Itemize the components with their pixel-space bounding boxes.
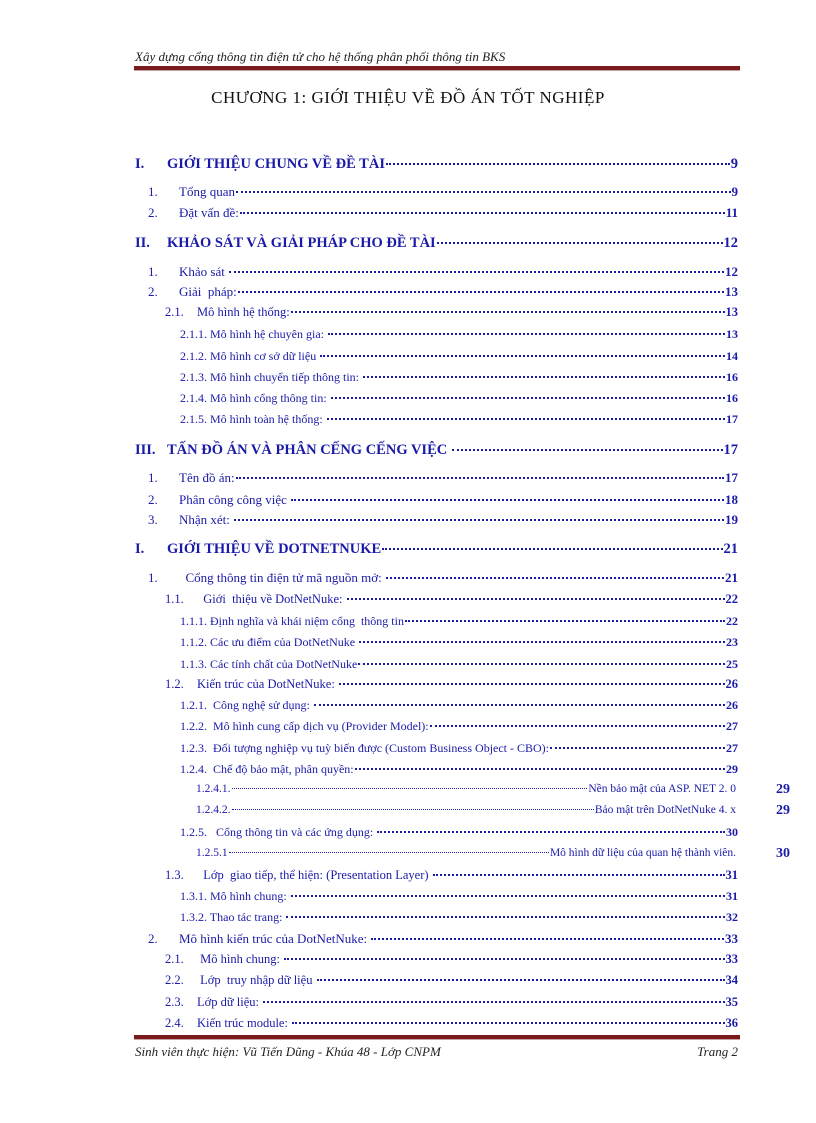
toc-page-number: 29	[776, 803, 790, 818]
dot-leader	[286, 916, 725, 918]
toc-label: Cổng thông tin điện tử mã nguồn mở:	[179, 570, 386, 585]
dot-leader	[433, 874, 725, 876]
toc-number: 2.	[148, 205, 158, 220]
dot-leader	[291, 895, 725, 897]
toc-entry[interactable]	[165, 973, 738, 988]
toc-page-number: 13	[725, 305, 738, 319]
toc-number: II.	[135, 235, 150, 251]
toc-label: Nhận xét:	[179, 512, 234, 527]
toc-page-number: 13	[726, 327, 738, 341]
toc-entry[interactable]	[180, 370, 738, 385]
dot-leader	[232, 788, 588, 789]
dot-leader	[382, 548, 722, 550]
toc-entry[interactable]	[165, 952, 738, 967]
toc-entry[interactable]	[180, 412, 738, 427]
toc-label: Tổng quan	[179, 184, 235, 199]
toc-entry[interactable]	[180, 635, 738, 650]
toc-page-number: 27	[726, 741, 738, 755]
toc-number: 1.2.5.1	[196, 847, 228, 859]
toc-number: 1.3.	[165, 868, 184, 882]
toc-label: Mô hình dữ liệu của quan hệ thành viên.	[549, 847, 736, 859]
toc-entry[interactable]	[148, 184, 738, 200]
toc-entry[interactable]	[180, 327, 738, 342]
toc-page-number: 16	[726, 370, 738, 384]
toc-label: Khảo sát	[179, 264, 229, 279]
toc-entry[interactable]	[196, 847, 736, 859]
toc-number: I.	[135, 541, 145, 557]
toc-page-number: 34	[725, 973, 738, 987]
dot-leader	[358, 663, 725, 665]
toc-number: 2.	[148, 492, 158, 507]
toc-entry[interactable]	[180, 719, 738, 734]
toc-number: III.	[135, 442, 156, 458]
toc-page-number: 11	[725, 205, 738, 220]
dot-leader	[240, 212, 725, 214]
toc-number: 1.1.	[165, 592, 184, 606]
dot-leader	[359, 641, 725, 643]
toc-label: Mô hình hệ thống:	[197, 305, 290, 319]
dot-leader	[291, 499, 724, 501]
toc-label: KHẢO SÁT VÀ GIẢI PHÁP CHO ĐỀ TÀI	[167, 235, 436, 251]
toc-entry[interactable]	[165, 592, 738, 607]
toc-entry[interactable]	[180, 910, 738, 925]
toc-page-number: 33	[725, 931, 738, 946]
toc-label: 1.1.3. Các tính chất của DotNetNuke	[180, 657, 358, 671]
toc-page-number: 21	[723, 541, 738, 557]
dot-leader	[234, 519, 724, 521]
dot-leader	[386, 577, 724, 579]
toc-label: 1.1.2. Các ưu điểm của DotNetNuke	[180, 635, 359, 649]
toc-number: 1.	[148, 264, 158, 279]
toc-page-number: 12	[723, 235, 738, 251]
footer-author: Sinh viên thực hiện: Vũ Tiến Dũng - Khúa 48 - Lớp CNPM	[135, 1044, 441, 1059]
toc-page-number: 13	[725, 284, 738, 299]
toc-entry[interactable]	[135, 156, 738, 173]
toc-label: Lớp giao tiếp, thể hiện: (Presentation Layer)	[197, 868, 432, 882]
toc-entry[interactable]	[135, 235, 738, 252]
toc-page-number: 19	[725, 512, 738, 527]
toc-entry[interactable]	[148, 284, 738, 300]
dot-leader	[355, 768, 725, 770]
toc-label: Mô hình chung:	[197, 952, 284, 966]
toc-number: 2.3.	[165, 995, 184, 1009]
toc-label: 1.2.5. Cổng thông tin và các ứng dụng:	[180, 825, 377, 839]
toc-label: GIỚI THIỆU VỀ DOTNETNUKE	[167, 541, 382, 557]
dot-leader	[232, 809, 594, 810]
toc-label: Tên đồ án:	[179, 470, 235, 485]
toc-label: GIỚI THIỆU CHUNG VỀ ĐỀ TÀI	[167, 156, 385, 172]
toc-label: Lớp truy nhập dữ liệu	[197, 973, 316, 987]
dot-leader	[377, 831, 725, 833]
toc-page-number: 17	[726, 412, 738, 426]
toc-number: 3.	[148, 512, 158, 527]
toc-entry[interactable]	[196, 804, 736, 816]
toc-entry[interactable]	[180, 698, 738, 713]
toc-label: Phân công công việc	[179, 492, 291, 507]
toc-entry[interactable]	[148, 492, 738, 508]
toc-label: Lớp dữ liệu:	[197, 995, 263, 1009]
toc-page-number: 17	[723, 442, 738, 458]
toc-page-number: 30	[776, 846, 790, 861]
toc-entry[interactable]	[135, 442, 738, 459]
toc-page-number: 29	[776, 782, 790, 797]
dot-leader	[328, 333, 725, 335]
toc-entry[interactable]	[148, 264, 738, 280]
toc-label: 2.1.5. Mô hình toàn hệ thống:	[180, 412, 326, 426]
toc-page-number: 9	[730, 156, 738, 172]
dot-leader	[550, 747, 725, 749]
toc-page-number: 21	[725, 570, 738, 585]
dot-leader	[386, 163, 730, 165]
toc-label: Mô hình kiến trúc của DotNetNuke:	[179, 931, 371, 946]
dot-leader	[331, 397, 725, 399]
toc-entry[interactable]	[180, 762, 738, 777]
toc-page-number: 31	[726, 889, 738, 903]
dot-leader	[430, 725, 725, 727]
toc-page-number: 22	[726, 614, 738, 628]
toc-page-number: 33	[725, 952, 738, 966]
dot-leader	[238, 291, 724, 293]
toc-entry[interactable]	[180, 657, 738, 672]
toc-page-number: 36	[725, 1016, 738, 1030]
dot-leader	[284, 958, 724, 960]
toc-page-number: 32	[726, 910, 738, 924]
toc-number: 2.	[148, 284, 158, 299]
toc-label: 2.1.4. Mô hình cổng thông tin:	[180, 391, 330, 405]
toc-page-number: 17	[725, 470, 738, 485]
toc-page-number: 22	[725, 592, 738, 606]
dot-leader	[229, 271, 724, 273]
toc-label: 1.3.2. Thao tác trang:	[180, 910, 286, 924]
toc-number: 1.	[148, 570, 158, 585]
toc-number: 2.	[148, 931, 158, 946]
toc-number: 1.	[148, 184, 158, 199]
toc-number: 2.4.	[165, 1016, 184, 1030]
toc-entry[interactable]	[180, 741, 738, 756]
footer-page-number: Trang 2	[697, 1044, 738, 1059]
dot-leader	[291, 311, 725, 313]
toc-page-number: 12	[725, 264, 738, 279]
toc-number: 2.2.	[165, 973, 184, 987]
dot-leader	[452, 449, 723, 451]
toc-number: I.	[135, 156, 145, 172]
toc-label: 1.1.1. Định nghĩa và khái niệm cổng thông tin	[180, 614, 404, 628]
toc-entry[interactable]	[148, 470, 738, 486]
toc-label: 1.2.4. Chế độ bảo mật, phân quyền:	[180, 762, 354, 776]
toc-entry[interactable]	[180, 391, 738, 406]
dot-leader	[317, 979, 725, 981]
toc-page-number: 29	[726, 762, 738, 776]
toc-page-number: 23	[726, 635, 738, 649]
dot-leader	[327, 418, 725, 420]
toc-page-number: 25	[726, 657, 738, 671]
toc-label: TẤN ĐỒ ÁN VÀ PHÂN CẾNG CẾNG VIỆC	[167, 442, 451, 458]
toc-page-number: 31	[725, 868, 738, 882]
toc-label: Nền bảo mật của ASP. NET 2. 0	[588, 783, 736, 795]
dot-leader	[263, 1001, 724, 1003]
toc-number: 1.2.4.2.	[196, 804, 231, 816]
dot-leader	[437, 242, 723, 244]
header-rule	[134, 66, 740, 71]
toc-number: 1.	[148, 470, 158, 485]
chapter-title: CHƯƠNG 1: GIỚI THIỆU VỀ ĐỒ ÁN TỐT NGHIỆP	[211, 88, 605, 107]
toc-entry[interactable]	[165, 305, 738, 320]
toc-label: Kiến trúc của DotNetNuke:	[197, 677, 338, 691]
dot-leader	[405, 620, 725, 622]
toc-label: 1.2.1. Công nghệ sử dụng:	[180, 698, 313, 712]
dot-leader	[292, 1022, 724, 1024]
dot-leader	[320, 355, 725, 357]
running-header: Xây dựng cổng thông tin điện tử cho hệ thống phân phối thông tin BKS	[135, 49, 506, 64]
toc-entry[interactable]	[180, 614, 738, 629]
toc-label: Kiến trúc module:	[197, 1016, 292, 1030]
dot-leader	[363, 376, 725, 378]
dot-leader	[229, 852, 549, 853]
footer-rule	[134, 1035, 740, 1040]
toc-entry[interactable]	[165, 868, 738, 883]
toc-entry[interactable]	[148, 931, 738, 947]
dot-leader	[314, 704, 725, 706]
toc-number: 1.2.4.1.	[196, 783, 231, 795]
toc-label: 2.1.2. Mô hình cơ sở dữ liệu	[180, 349, 320, 363]
toc-page-number: 26	[726, 698, 738, 712]
toc-label: Đặt vấn đề:	[179, 205, 239, 220]
toc-page-number: 26	[725, 677, 738, 691]
toc-entry[interactable]	[148, 512, 738, 528]
toc-page-number: 35	[725, 995, 738, 1009]
toc-entry[interactable]	[135, 541, 738, 558]
toc-entry[interactable]	[148, 570, 738, 586]
toc-entry[interactable]	[148, 205, 738, 221]
toc-page-number: 18	[725, 492, 738, 507]
dot-leader	[339, 683, 725, 685]
toc-number: 2.1.	[165, 952, 184, 966]
toc-label: Giải pháp:	[179, 284, 237, 299]
toc-entry[interactable]	[196, 783, 736, 795]
toc-entry[interactable]	[180, 349, 738, 364]
toc-label: 2.1.3. Mô hình chuyển tiếp thông tin:	[180, 370, 362, 384]
toc-entry[interactable]	[180, 825, 738, 840]
toc-page-number: 27	[726, 719, 738, 733]
toc-entry[interactable]	[180, 889, 738, 904]
toc-number: 1.2.	[165, 677, 184, 691]
dot-leader	[347, 598, 725, 600]
toc-entry[interactable]	[165, 1016, 738, 1031]
dot-leader	[236, 477, 724, 479]
toc-page-number: 30	[726, 825, 738, 839]
toc-label: Bảo mật trên DotNetNuke 4. x	[594, 804, 736, 816]
toc-number: 2.1.	[165, 305, 184, 319]
toc-entry[interactable]	[165, 677, 738, 692]
toc-entry[interactable]	[165, 995, 738, 1010]
toc-page-number: 14	[726, 349, 738, 363]
toc-label: 1.2.2. Mô hình cung cấp dịch vụ (Provider Model):	[180, 719, 429, 733]
toc-label: Giới thiệu về DotNetNuke:	[197, 592, 346, 606]
toc-page-number: 9	[731, 184, 738, 199]
toc-page-number: 16	[726, 391, 738, 405]
toc-label: 2.1.1. Mô hình hệ chuyên gia:	[180, 327, 327, 341]
toc-label: 1.2.3. Đối tượng nghiệp vụ tuỳ biến được (Custom Business Object - CBO):	[180, 741, 550, 755]
toc-label: 1.3.1. Mô hình chung:	[180, 889, 290, 903]
dot-leader	[236, 191, 731, 193]
dot-leader	[371, 938, 724, 940]
